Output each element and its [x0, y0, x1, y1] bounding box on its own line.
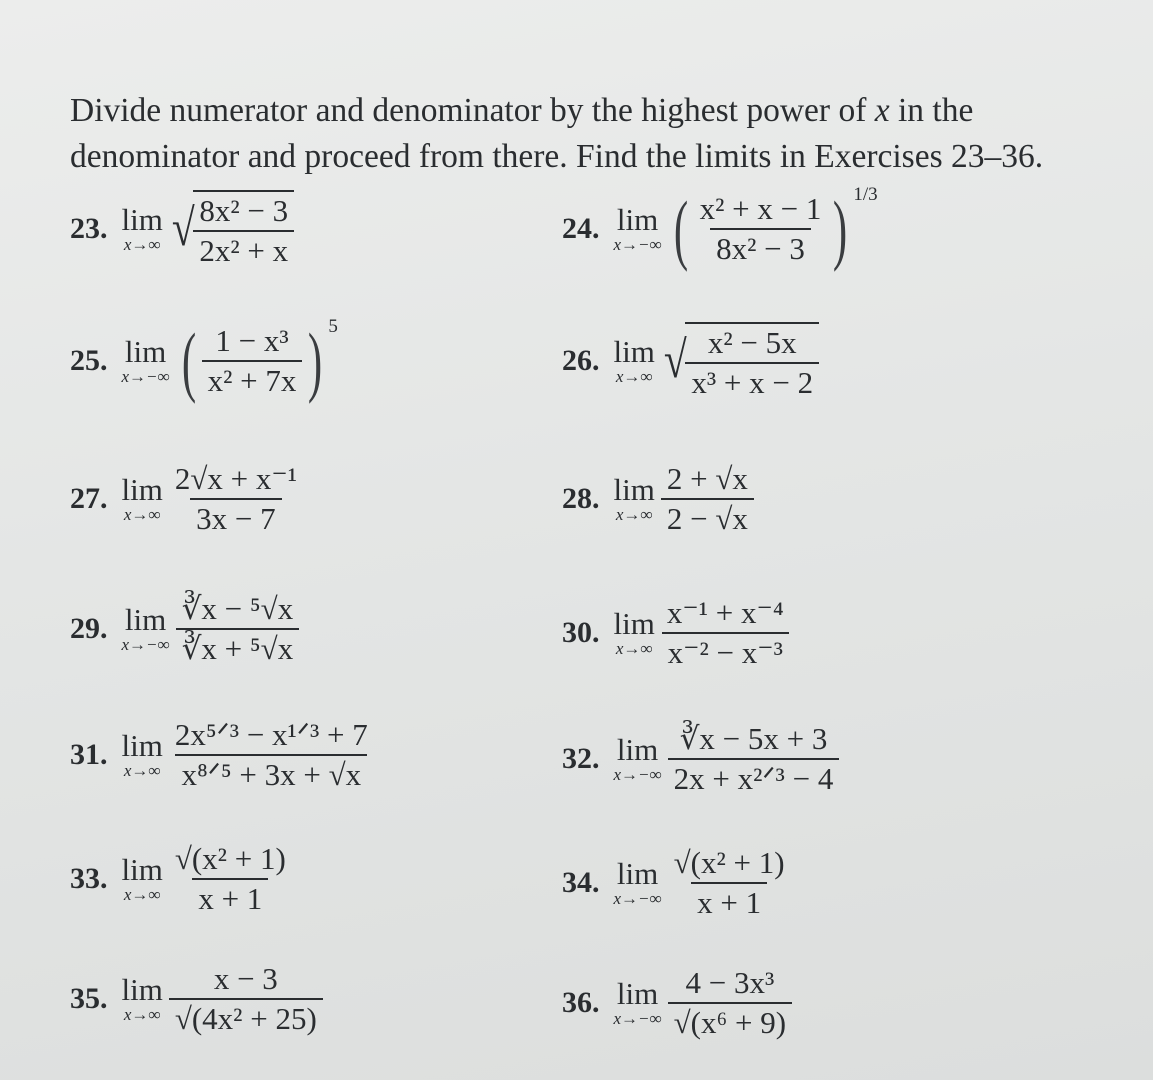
numerator: √(x² + 1) — [673, 845, 785, 880]
denominator: 2 − √x — [661, 498, 754, 536]
limit-operator: lim x→∞ — [613, 606, 655, 658]
exercise-34 — [562, 846, 791, 920]
limit-operator: lim x→∞ — [121, 972, 163, 1024]
numerator: x⁻¹ + x⁻⁴ — [666, 595, 784, 630]
exercise-29 — [70, 592, 299, 666]
exercise-number: 28. — [562, 482, 600, 515]
denominator: 2x + x²ᐟ³ − 4 — [668, 758, 840, 796]
limit-operator: lim x→∞ — [613, 472, 655, 524]
exercise-number: 33. — [70, 862, 108, 895]
right-paren: ) — [308, 317, 323, 404]
numerator: 2 + √x — [666, 461, 748, 496]
exercise-27 — [70, 462, 303, 536]
numerator: 8x² − 3 — [199, 193, 289, 228]
denominator: x⁸ᐟ⁵ + 3x + √x — [175, 754, 367, 792]
exercise-28 — [562, 462, 754, 536]
limit-operator: lim x→−∞ — [613, 732, 662, 784]
exponent: 5 — [328, 316, 338, 337]
exercise-number: 23. — [70, 212, 108, 245]
numerator: ∛x − ⁵√x — [181, 591, 294, 626]
exercise-number: 35. — [70, 982, 108, 1015]
instructions-line1: Divide numerator and denominator by the highest power of — [70, 92, 875, 129]
exercise-number: 34. — [562, 866, 600, 899]
exercise-number: 31. — [70, 738, 108, 771]
square-root: √ $\frac{\text{x² − 5x}}{\text{x³ + x − 2}}$ — [661, 322, 819, 400]
exercise-number: 27. — [70, 482, 108, 515]
numerator: x² + x − 1 — [699, 191, 822, 226]
numerator: 1 − x³ — [215, 323, 289, 358]
exercise-35 — [70, 962, 323, 1036]
exercise-30 — [562, 596, 790, 670]
exponent: 1/3 — [853, 184, 878, 205]
limit-operator: lim x→−∞ — [121, 334, 170, 386]
exercise-number: 25. — [70, 344, 108, 377]
denominator: 3x − 7 — [190, 498, 281, 536]
numerator: x − 3 — [213, 961, 278, 996]
right-paren: ) — [833, 185, 848, 272]
exercise-33 — [70, 842, 292, 916]
exercise-36 — [562, 966, 792, 1040]
exercise-number: 29. — [70, 612, 108, 645]
numerator: 4 − 3x³ — [685, 965, 775, 1000]
denominator: x³ + x − 2 — [685, 362, 819, 400]
denominator: x + 1 — [691, 882, 767, 920]
limit-operator: lim x→−∞ — [613, 976, 662, 1028]
exercise-31 — [70, 718, 374, 792]
limit-operator: lim x→∞ — [613, 334, 655, 386]
denominator: x² + 7x — [202, 360, 303, 398]
exercise-number: 36. — [562, 986, 600, 1019]
square-root: √ $\frac{\text{8x² − 3}}{\text{2x² + x}}$ — [169, 190, 294, 268]
limit-operator: lim x→−∞ — [613, 856, 662, 908]
exercise-23 — [70, 190, 294, 268]
exercise-26 — [562, 322, 819, 400]
numerator: x² − 5x — [707, 325, 797, 360]
instructions-line1-end: in the — [889, 92, 974, 129]
limit-operator: lim x→∞ — [121, 852, 163, 904]
denominator: √(4x² + 25) — [169, 998, 323, 1036]
denominator: 8x² − 3 — [710, 228, 811, 266]
left-paren: ( — [181, 317, 196, 404]
limit-operator: lim x→−∞ — [121, 602, 170, 654]
limit-operator: lim x→∞ — [121, 472, 163, 524]
left-paren: ( — [673, 185, 688, 272]
numerator: 2√x + x⁻¹ — [174, 461, 297, 496]
instructions-variable: x — [874, 92, 890, 129]
instructions — [70, 88, 1090, 180]
numerator: 2x⁵ᐟ³ − x¹ᐟ³ + 7 — [174, 717, 368, 752]
instructions-line2: denominator and proceed from there. Find the limits in Exercises 23–36. — [70, 138, 1044, 175]
denominator: 2x² + x — [193, 230, 294, 268]
limit-operator: lim x→∞ — [121, 728, 163, 780]
numerator: ∛x − 5x + 3 — [679, 721, 828, 756]
limit-operator: lim x→−∞ — [613, 202, 662, 254]
exercise-number: 32. — [562, 742, 600, 775]
exercise-25 — [70, 316, 338, 404]
exercise-number: 26. — [562, 344, 600, 377]
denominator: x⁻² − x⁻³ — [662, 632, 789, 670]
exercise-number: 24. — [562, 212, 600, 245]
exercise-24 — [562, 184, 878, 272]
exercise-number: 30. — [562, 616, 600, 649]
denominator: ∛x + ⁵√x — [176, 628, 300, 666]
exercise-32 — [562, 722, 839, 796]
limit-operator: lim x→∞ — [121, 202, 163, 254]
denominator: √(x⁶ + 9) — [668, 1002, 792, 1040]
denominator: x + 1 — [192, 878, 268, 916]
numerator: √(x² + 1) — [174, 841, 286, 876]
